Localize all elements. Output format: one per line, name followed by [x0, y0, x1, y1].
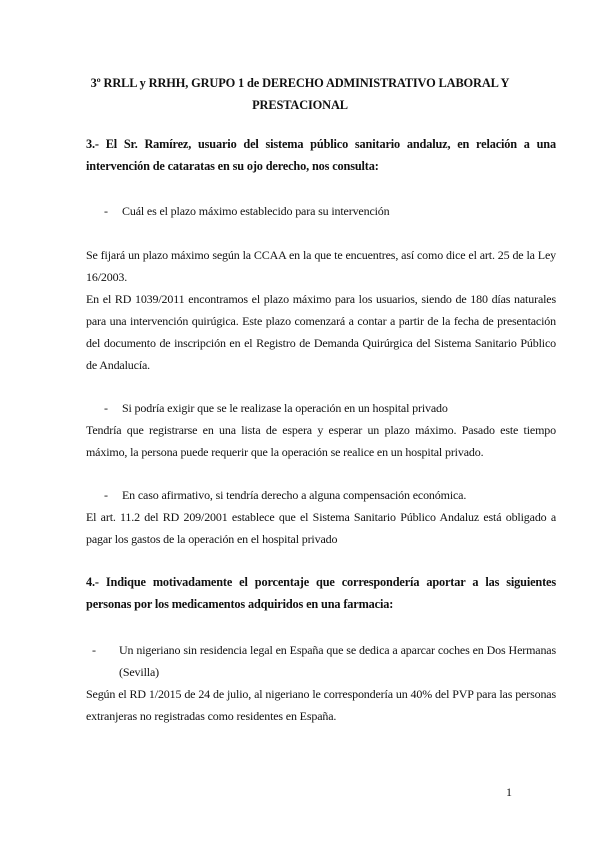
question-3-bullet-2	[104, 397, 556, 419]
answer-3-3: El art. 11.2 del RD 209/2001 establece que el Sistema Sanitario Público Andaluz está obligado a pagar los gastos de la operación en el hospital privado	[86, 510, 556, 546]
bullet-dash: -	[104, 401, 108, 415]
question-4-heading: 4.- Indique motivadamente el porcentaje que correspondería aportar a las siguientes personas por los medicamentos adquiridos en una farmacia:	[86, 575, 556, 611]
bullet-text: Un nigeriano sin residencia legal en España que se dedica a aparcar coches en Dos Hermanas (Sevilla)	[119, 643, 556, 679]
answer-3-1a: Se fijará un plazo máximo según la CCAA en la que te encuentres, así como dice el art. 25 de la Ley 16/2003.	[86, 248, 556, 284]
bullet-text: Si podría exigir que se le realizase la operación en un hospital privado	[122, 401, 448, 415]
bullet-text: Cuál es el plazo máximo establecido para su intervención	[122, 204, 390, 218]
page-number: 1	[506, 785, 512, 799]
question-3-heading: 3.- El Sr. Ramírez, usuario del sistema público sanitario andaluz, en relación a una intervención de cataratas en su ojo derecho, nos consulta:	[86, 137, 556, 173]
answer-4-1: Según el RD 1/2015 de 24 de julio, al nigeriano le correspondería un 40% del PVP para las personas extranjeras no registradas como residentes en España.	[86, 687, 556, 723]
answer-3-1b: En el RD 1039/2011 encontramos el plazo máximo para los usuarios, siendo de 180 días naturales para una intervención quirúgica. Este plazo comenzará a contar a partir de la fecha de presentación del documento de inscripción en el Registro de Demanda Quirúrgica del Sistema Sanitario Público de Andalucía.	[86, 292, 556, 372]
question-4-bullet-1	[92, 639, 556, 683]
bullet-dash: -	[92, 643, 96, 657]
answer-3-2: Tendría que registrarse en una lista de espera y esperar un plazo máximo. Pasado este tiempo máximo, la persona puede requerir que la operación se realice en un hospital privado.	[86, 423, 556, 459]
bullet-dash: -	[104, 204, 108, 218]
question-3-bullet-3	[104, 484, 556, 506]
question-3-bullet-1	[104, 200, 556, 222]
bullet-text: En caso afirmativo, si tendría derecho a alguna compensación económica.	[122, 488, 467, 502]
bullet-dash: -	[104, 488, 108, 502]
document-title: 3º RRLL y RRHH, GRUPO 1 de DERECHO ADMINISTRATIVO LABORAL Y PRESTACIONAL	[90, 76, 510, 112]
